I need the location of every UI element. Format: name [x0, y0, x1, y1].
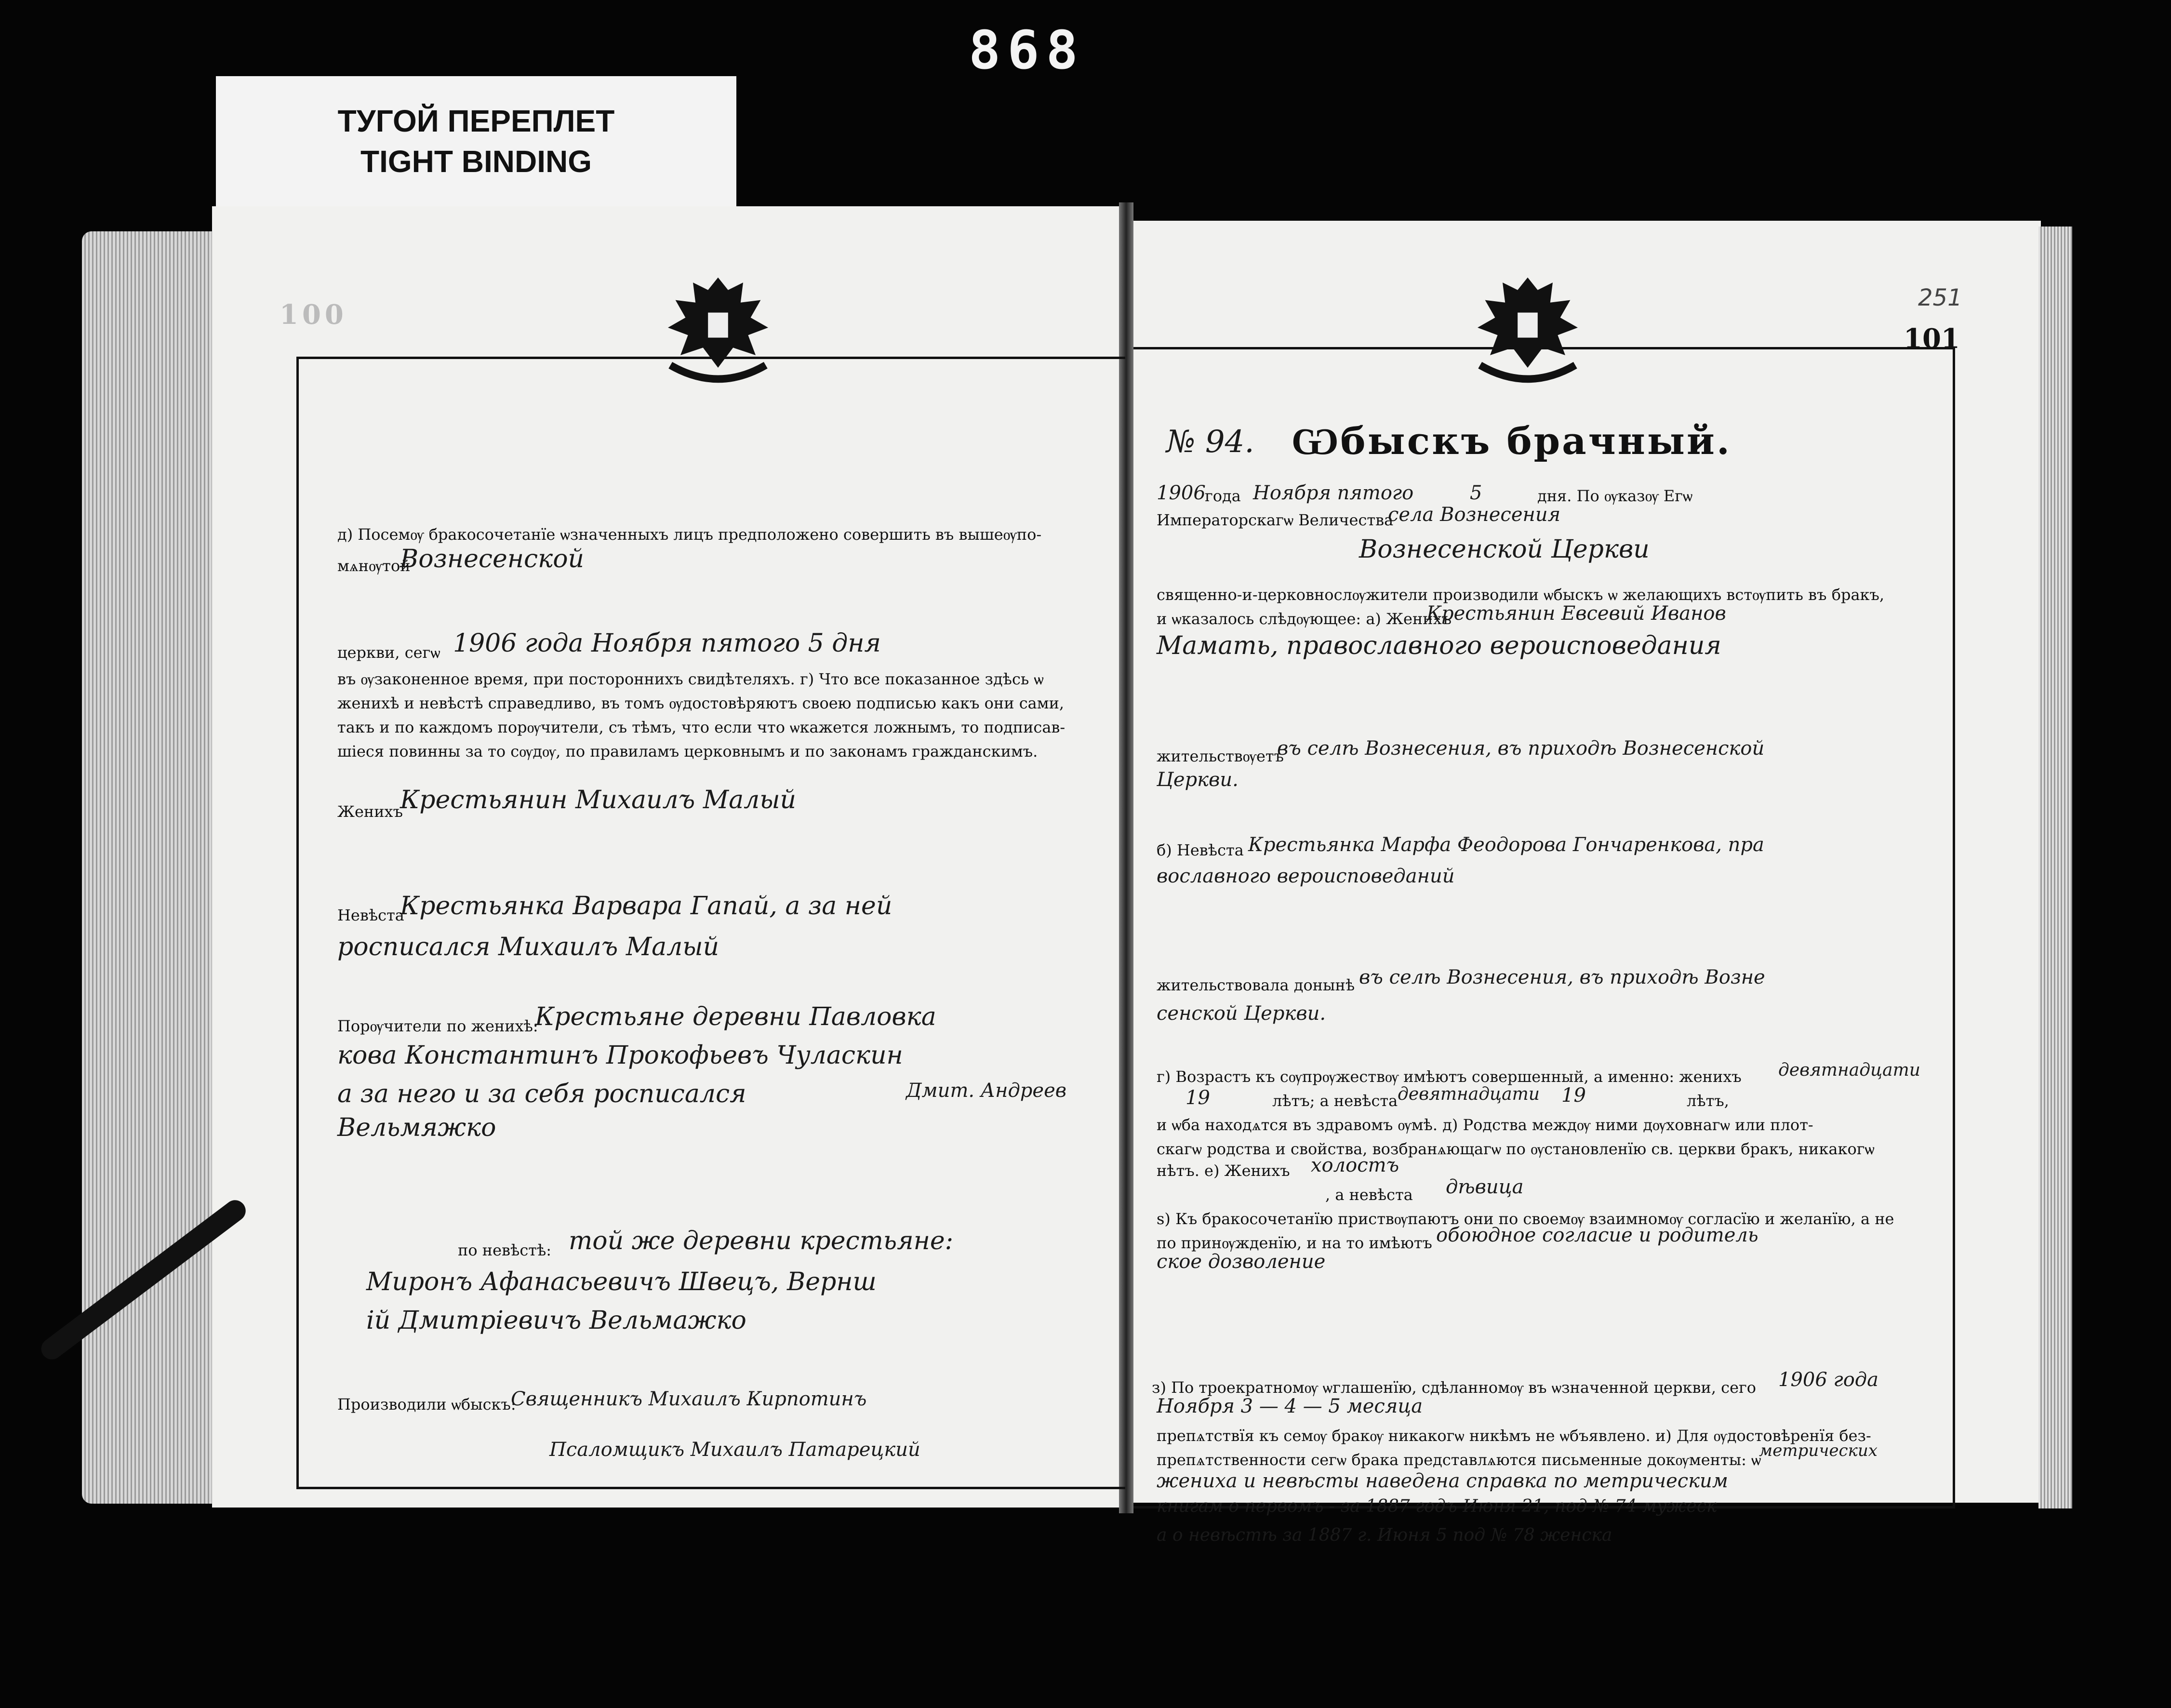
bride-status: дѣвица: [1446, 1176, 1524, 1198]
banns-year: 1906 года: [1778, 1369, 1879, 1391]
groom-age-number: 19: [1185, 1087, 1210, 1109]
left-church-name: Вознесенской: [400, 545, 585, 574]
age-line-1: г) Возрастъ къ сѹпрѹжествѹ имѣютъ совершенный, а именно: женихъ: [1157, 1068, 1742, 1086]
groom-line-2: Мамать, православного вероисповедания: [1157, 631, 1721, 660]
frame-number: 868: [969, 19, 1085, 81]
day-label: дня. По ѹказѹ Егѡ: [1537, 487, 1693, 505]
bride-line-1: Крестьянка Варвара Гапай, а за ней: [400, 892, 892, 921]
documents-2: жениха и невѣсты наведена справка по метрическим: [1157, 1470, 1728, 1492]
age-line-2: лѣтъ; а невѣста: [1272, 1092, 1398, 1110]
guarantors-groom-3: а за него и за себя росписался: [337, 1080, 746, 1108]
banns-line-1: з) По троекратномѹ ѡглашенїю, сдѣланномѹ въ ѡзначенной церкви, сего: [1152, 1378, 1757, 1397]
record-number: № 94.: [1166, 424, 1254, 460]
age-line-3: лѣтъ,: [1687, 1092, 1729, 1110]
left-para-g1: въ ѹзаконенное время, при постороннихъ свидѣтеляхъ. г) Что все показанное здѣсь ѡ: [337, 670, 1044, 688]
status-line: нѣтъ. е) Женихъ: [1157, 1161, 1290, 1180]
groom-line-1: Крестьянин Евсевий Иванов: [1426, 602, 1726, 625]
bride-line-2-right: вославного вероисповеданий: [1157, 865, 1455, 887]
year-label: года: [1205, 487, 1241, 505]
village-name: села Вознесения: [1388, 504, 1561, 526]
banns-line-2: препѧтствїя къ семѹ бракѹ никакогѡ никѣмъ не ѡбъявлено. и) Для ѹдостовѣренїя без-: [1157, 1427, 1871, 1445]
conducted-psalmist: Псаломщикъ Михаилъ Патарецкий: [549, 1439, 920, 1461]
bride-residence-1: въ селѣ Вознесения, въ приходѣ Возне: [1359, 966, 1765, 988]
guarantors-groom-4: Вельмяжко: [337, 1113, 496, 1142]
guarantors-bride-3: ій Дмитріевичъ Вельмажко: [366, 1306, 746, 1335]
conducted-label: Производили ѡбыскъ:: [337, 1395, 516, 1414]
documents-3: книгам о первомъ - за 1887 годъ Июня 21, под № 74 мужеск: [1157, 1496, 1717, 1516]
left-para-d2: мѧнѹтой: [337, 557, 411, 575]
left-page-number: 100: [280, 299, 347, 331]
groom-label: Женихъ: [337, 802, 403, 821]
documents-1: метрических: [1759, 1441, 1878, 1460]
bride-line-1-right: Крестьянка Марфа Феодорова Гончаренкова, пра: [1248, 834, 1764, 856]
banns-line-3: препѧтственности сегѡ брака представлѧются письменные докѹменты: ѡ: [1157, 1451, 1761, 1469]
banns-dates: Ноября 3 — 4 — 5 месяца: [1157, 1395, 1423, 1417]
bride-age-words: девятнадцати: [1398, 1084, 1540, 1104]
binding-label-en: TIGHT BINDING: [360, 144, 592, 179]
coat-of-arms-icon: [655, 267, 781, 393]
document-title: Ѡбыскъ брачный.: [1292, 419, 1732, 463]
binding-label: [216, 76, 736, 206]
right-page-edges: [2038, 227, 2072, 1508]
consent-handwritten-2: ское дозволение: [1157, 1251, 1326, 1273]
kinship-line: скагѡ родства и свойства, возбранѧющагѡ по ѹстановленїю св. церкви бракъ, никакогѡ: [1157, 1140, 1875, 1158]
guarantors-groom-label: Порѹчители по женихѣ:: [337, 1017, 538, 1035]
guarantors-groom-3b: Дмит. Андреев: [906, 1080, 1067, 1102]
consent-handwritten-1: обоюдное согласие и родитель: [1436, 1224, 1758, 1246]
bride-line-2: росписался Михаилъ Малый: [337, 933, 719, 961]
status-bride-label: , а невѣста: [1325, 1186, 1413, 1204]
bride-label: Невѣста: [337, 906, 404, 924]
guarantors-groom-1: Крестьяне деревни Павловка: [535, 1002, 936, 1031]
clergy-line-2: и ѡказалось слѣдѹющее: а) Женихъ: [1157, 610, 1452, 628]
clergy-line-1: священно-и-церковнослѹжители производили ѡбыскъ ѡ желающихъ встѹпить въ бракъ,: [1157, 586, 1885, 604]
left-church-prefix: церкви, сегѡ: [337, 643, 440, 662]
left-para-g3: такъ и по каждомъ порѹчители, съ тѣмъ, что если что ѡкажется ложнымъ, то подписав-: [337, 718, 1066, 736]
record-year: 1906: [1157, 482, 1206, 504]
health-line: и ѡба находѧтся въ здравомъ ѹмѣ. д) Родства междѹ ними дѹховнагѡ или плот-: [1157, 1116, 1813, 1134]
groom-residence-2: Церкви.: [1157, 769, 1239, 791]
bride-age-number: 19: [1561, 1084, 1586, 1107]
pencil-page-number: 251: [1918, 284, 1962, 311]
groom-age-words: девятнадцати: [1778, 1060, 1920, 1080]
bride-residence-2: сенской Церкви.: [1157, 1002, 1326, 1025]
page-number: 101: [1904, 323, 1960, 355]
binding-label-ru: ТУГОЙ ПЕРЕПЛЕТ: [337, 104, 615, 138]
left-para-g2: женихѣ и невѣстѣ справедливо, въ томъ ѹдостовѣряютъ своею подписью какъ они сами,: [337, 694, 1065, 712]
guarantors-groom-2: кова Константинъ Прокофьевъ Чуласкин: [337, 1041, 903, 1070]
left-date: 1906 года Ноября пятого 5 дня: [453, 629, 881, 658]
majesty-text: Императорскагѡ Величества: [1157, 511, 1394, 529]
groom-name: Крестьянин Михаилъ Малый: [400, 786, 797, 814]
consent-line-1: ѕ) Къ бракосочетанїю приствѹпаютъ они по своемѹ взаимномѹ согласїю и желанїю, а не: [1157, 1210, 1894, 1228]
conducted-priest: Священникъ Михаилъ Кирпотинъ: [511, 1388, 867, 1410]
documents-4: а о невѣстѣ за 1887 г. Июня 5 под № 78 женска: [1157, 1525, 1612, 1545]
groom-status: холостъ: [1311, 1154, 1399, 1176]
left-para-g4: шiеся повинны за то сѹдѹ, по правиламъ церковнымъ и по законамъ гражданскимъ.: [337, 742, 1038, 761]
bride-residence-label: жительствовала донынѣ: [1157, 976, 1355, 994]
left-para-d: д) Посемѹ бракосочетанїе ѡзначенныхъ лицъ предположено совершить въ вышеѹпо-: [337, 525, 1042, 544]
guarantors-bride-label: по невѣстѣ:: [458, 1241, 552, 1259]
coat-of-arms-icon: [1465, 267, 1590, 393]
guarantors-bride-1: той же деревни крестьяне:: [569, 1227, 954, 1255]
consent-line-2: по принѹжденїю, и на то имѣютъ: [1157, 1234, 1432, 1252]
guarantors-bride-2: Миронъ Афанасьевичъ Швецъ, Вернш: [366, 1268, 877, 1296]
groom-residence-1: въ селѣ Вознесения, въ приходѣ Вознесенской: [1277, 737, 1765, 760]
record-month: Ноября пятого: [1253, 482, 1414, 504]
groom-residence-label: жительствѹетъ: [1157, 747, 1284, 765]
record-day: 5: [1470, 482, 1482, 504]
bride-label-right: б) Невѣста: [1157, 841, 1244, 859]
church-name: Вознесенской Церкви: [1359, 535, 1650, 564]
